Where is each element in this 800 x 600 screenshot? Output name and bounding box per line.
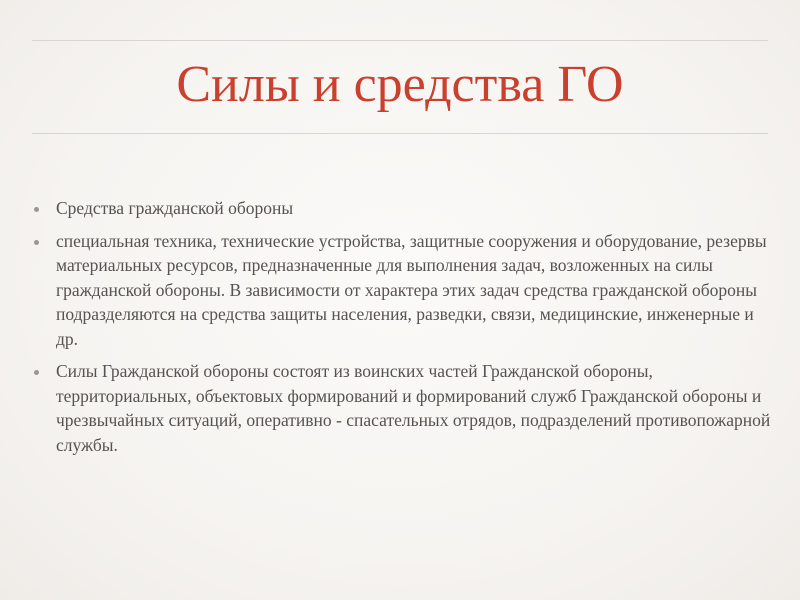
bullet-text: Силы Гражданской обороны состоят из воинских частей Гражданской обороны, территориальных, объектовых формирований и формирований служб Гражданской обороны и чрезвычайных ситуаций, оперативно - спасательных отрядов, подразделений противопожарной службы. [56,361,771,455]
bottom-divider [32,133,768,134]
bullet-item [32,196,772,221]
bullet-text: Средства гражданской обороны [56,198,294,218]
bullet-item [32,229,772,352]
slide-title: Силы и средства ГО [176,56,624,113]
bullet-dot-icon [34,207,39,212]
bullet-list [32,196,772,465]
bullet-dot-icon [34,370,39,375]
bullet-item [32,359,772,457]
bullet-text: специальная техника, технические устройства, защитные сооружения и оборудование, резервы материальных ресурсов, предназначенные для выполнения задач, возложенных на силы гражданской обороны. В зависимости от характера этих задач средства гражданской обороны подразделяются на средства защиты населения, разведки, связи, медицинские, инженерные и др. [56,230,767,349]
top-divider [32,40,768,41]
bullet-dot-icon [34,240,39,245]
